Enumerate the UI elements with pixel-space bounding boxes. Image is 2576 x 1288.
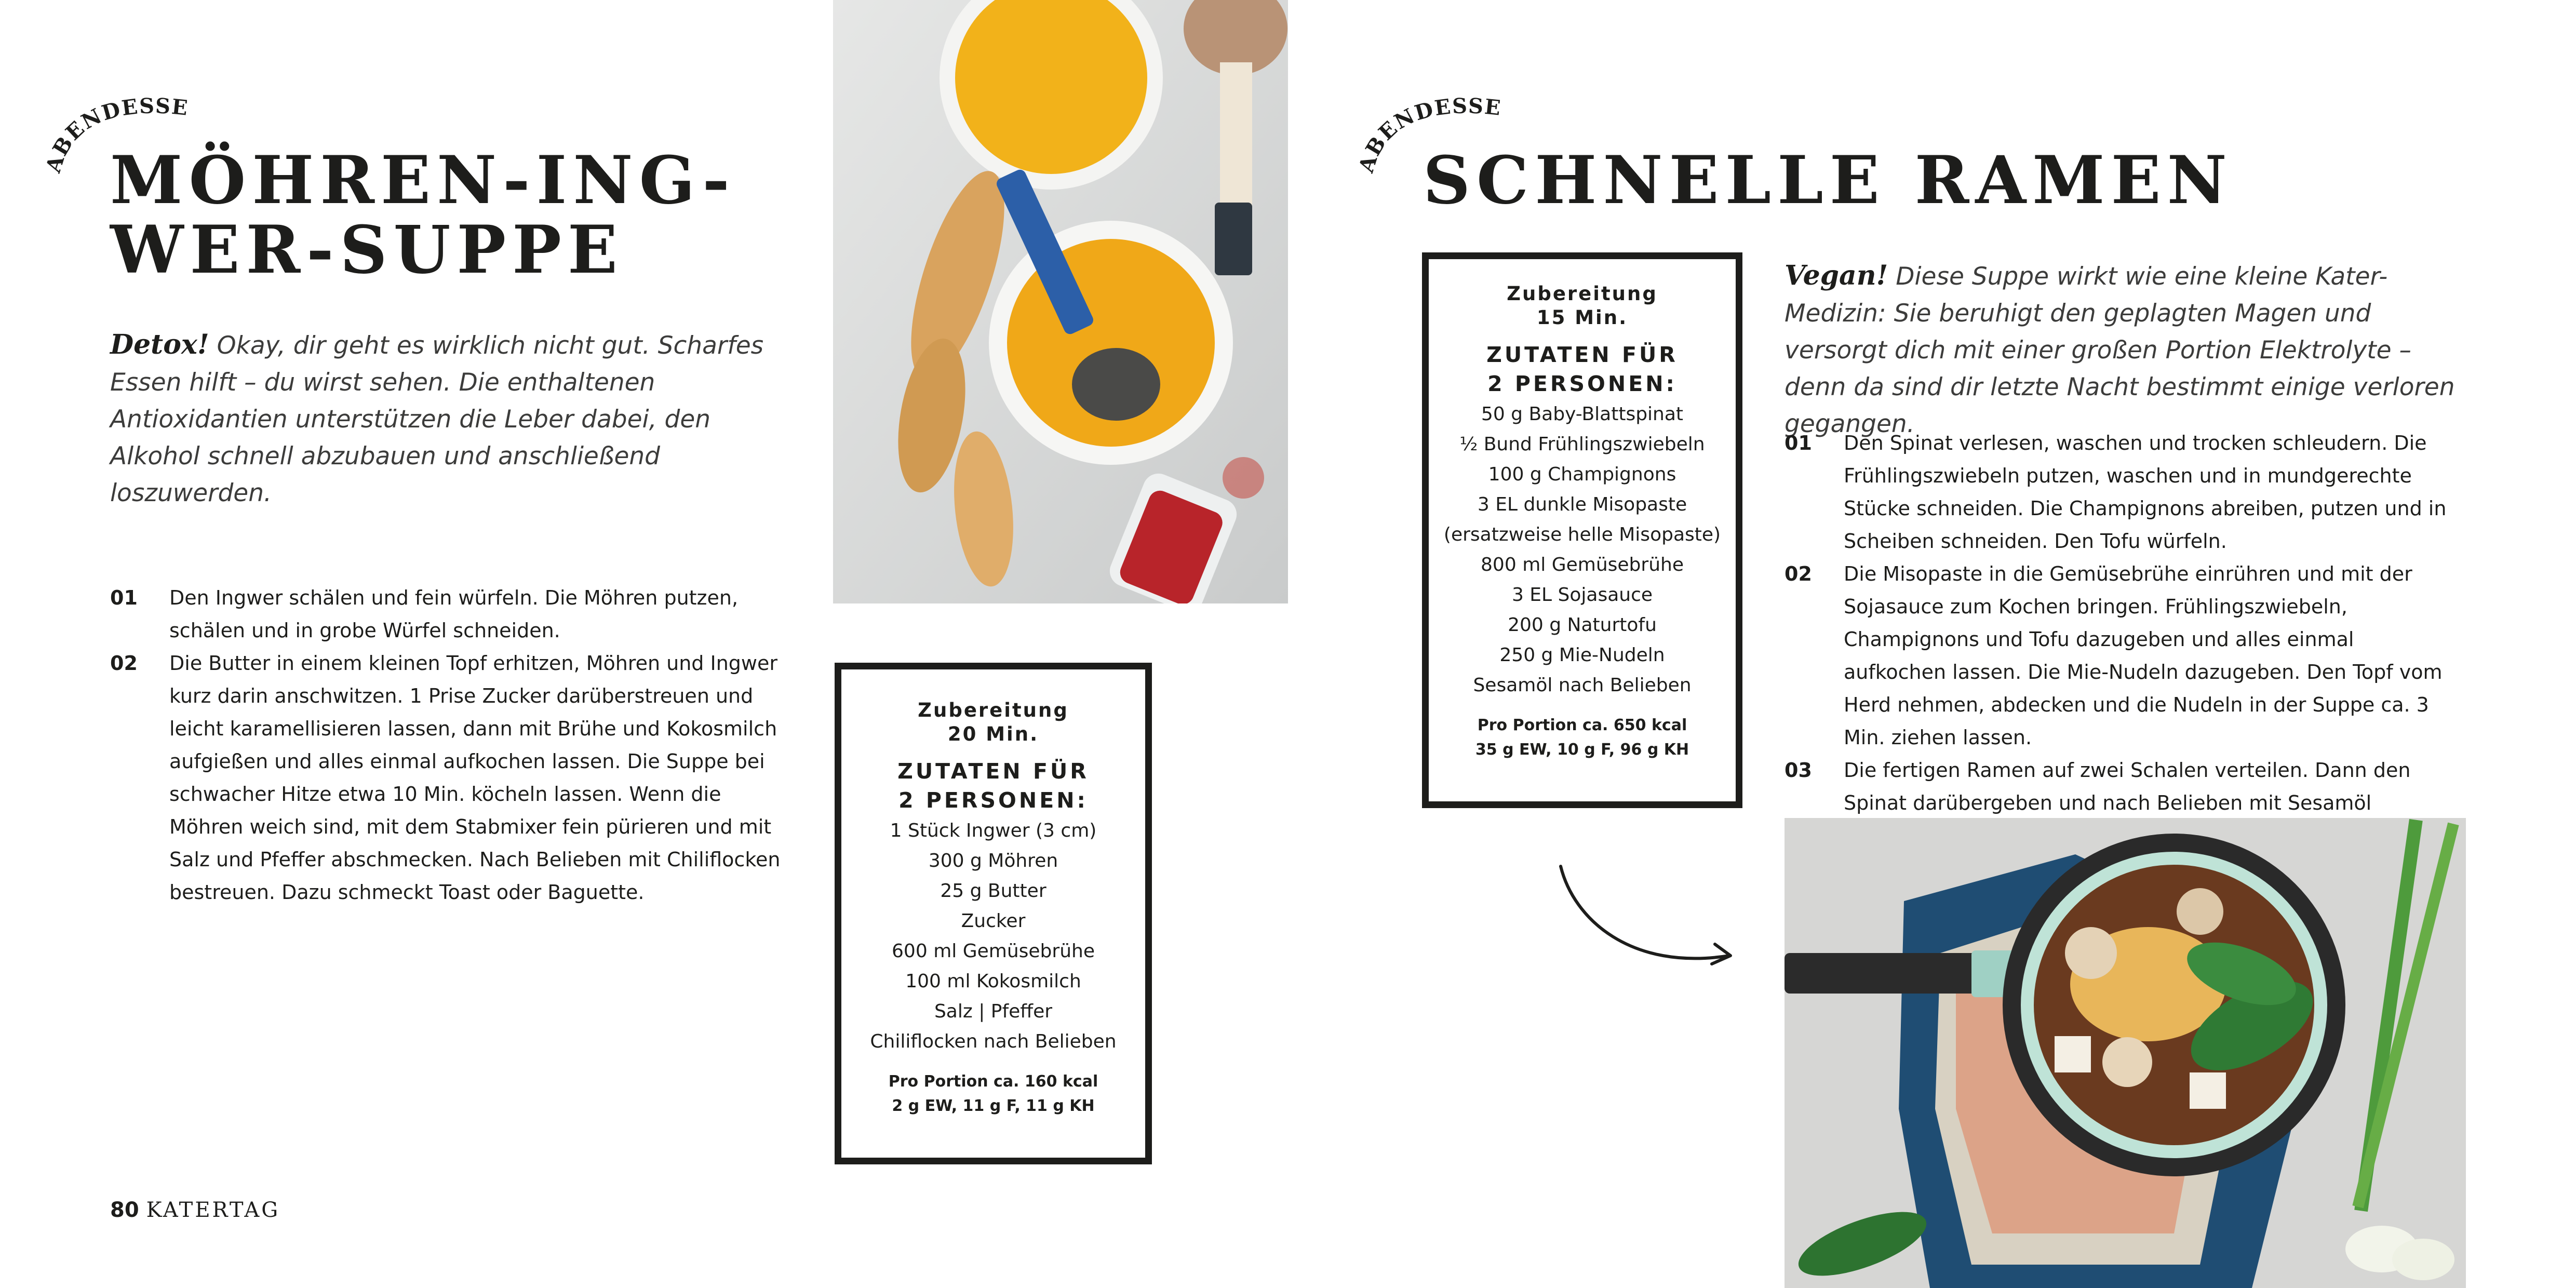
nutrition-info (1439, 713, 1725, 762)
section-name: KATERTAG (146, 1198, 280, 1222)
prep-label: Zubereitung (918, 699, 1069, 721)
category-label: ABENDESSEN (26, 59, 190, 176)
arrow-icon (1553, 862, 1745, 982)
ingredient-item: 100 g Champignons (1488, 464, 1676, 485)
soup-photo (833, 0, 1288, 603)
ingredients-list (841, 816, 1145, 1057)
ingredients-heading (1439, 340, 1725, 398)
nutrition-line-1: Pro Portion ca. 650 kcal (1477, 716, 1687, 734)
ingredient-item: 250 g Mie-Nudeln (1499, 645, 1665, 666)
recipe-title: SCHNELLE RAMEN (1423, 142, 2233, 219)
recipe-title (110, 142, 736, 288)
steps-list (1785, 427, 2460, 852)
ingredient-item: 1 Stück Ingwer (3 cm) (890, 820, 1097, 841)
recipe-intro (110, 326, 798, 512)
intro-tag: Detox! (110, 329, 209, 360)
ingredients-heading (841, 757, 1145, 815)
ingredient-item: 3 EL Sojasauce (1511, 584, 1653, 606)
step-number: 01 (110, 586, 138, 609)
heading-line-2: 2 PERSONEN: (898, 788, 1088, 813)
nutrition-line-1: Pro Portion ca. 160 kcal (888, 1072, 1098, 1091)
prep-duration: 20 Min. (947, 723, 1039, 745)
step-item (1785, 427, 2460, 558)
ingredients-box (835, 663, 1152, 1164)
ramen-photo (1785, 818, 2466, 1288)
ingredient-item: 100 ml Kokosmilch (905, 971, 1081, 992)
ingredient-item: 800 ml Gemüsebrühe (1481, 554, 1684, 575)
nutrition-info (841, 1069, 1145, 1118)
ingredient-item: 50 g Baby-Blattspinat (1481, 404, 1684, 425)
ingredient-item: 25 g Butter (940, 880, 1046, 902)
step-number: 01 (1785, 432, 1812, 454)
ingredient-item: 300 g Möhren (928, 850, 1058, 871)
step-item (1785, 558, 2460, 754)
intro-text: Okay, dir geht es wirklich nicht gut. Scharfes Essen hilft – du wirst sehen. Die enthaltenen Antioxidantien unterstützen die Leber dabei, den Alkohol schnell abzubauen und anschließend loszuwerden. (110, 331, 764, 507)
title-line-1: MÖHREN-ING- (110, 142, 736, 219)
step-text: Die fertigen Ramen auf zwei Schalen verteilen. Dann den Spinat darübergeben und nach Belieben mit Sesamöl (1844, 759, 2411, 814)
ingredients-list (1439, 399, 1725, 701)
step-text: Den Spinat verlesen, waschen und trocken schleudern. Die Frühlingszwiebeln putzen, waschen und in mundgerechte Stücke schneiden. Die Champignons abreiben, putzen und in Scheiben schneiden. Den Tofu würfeln. (1844, 432, 2447, 553)
nutrition-line-2: 2 g EW, 11 g F, 11 g KH (892, 1097, 1095, 1115)
step-item (110, 647, 785, 909)
step-number: 02 (1785, 562, 1812, 585)
step-text: Den Ingwer schälen und fein würfeln. Die Möhren putzen, schälen und in grobe Würfel schneiden. (169, 586, 739, 642)
prep-label: Zubereitung (1507, 283, 1658, 305)
step-text: Die Misopaste in die Gemüsebrühe einrühren und mit der Sojasauce zum Kochen bringen. Frühlingszwiebeln, Champignons und Tofu dazugeben und alles einmal aufkochen lassen. Die Mie-Nudeln dazugeben. Den Topf vom Herd nehmen, abdecken und die Nudeln in der Suppe ca. 3 Min. ziehen lassen. (1844, 562, 2443, 749)
ingredient-item: ½ Bund Frühlingszwiebeln (1459, 434, 1705, 455)
heading-line-1: ZUTATEN FÜR (897, 759, 1089, 784)
ingredient-item: Chiliflocken nach Belieben (870, 1031, 1117, 1052)
category-label: ABENDESSEN (1339, 59, 1503, 176)
prep-time (1439, 282, 1725, 330)
title-line-2: WER-SUPPE (110, 211, 624, 288)
ingredient-item: 200 g Naturtofu (1508, 614, 1657, 636)
ingredient-item: Sesamöl nach Belieben (1473, 675, 1692, 696)
recipe-intro (1785, 257, 2473, 442)
prep-time (841, 699, 1145, 746)
steps-list (110, 582, 785, 909)
step-number: 03 (1785, 759, 1812, 782)
ingredient-item: Salz | Pfeffer (934, 1001, 1053, 1022)
heading-line-1: ZUTATEN FÜR (1486, 342, 1678, 367)
page-number: 80 (110, 1198, 139, 1222)
step-number: 02 (110, 652, 138, 675)
nutrition-line-2: 35 g EW, 10 g F, 96 g KH (1475, 741, 1689, 759)
ingredient-item: Zucker (961, 910, 1026, 932)
intro-text: Diese Suppe wirkt wie eine kleine Kater-Medizin: Sie beruhigt den geplagten Magen und versorgt dich mit einer großen Portion Elektrolyte – denn da sind dir letzte Nacht bestimmt einige verloren gegangen. (1785, 262, 2455, 438)
step-text: Die Butter in einem kleinen Topf erhitzen, Möhren und Ingwer kurz darin anschwitzen. 1 Prise Zucker darüberstreuen und leicht karamellisieren lassen, dann mit Brühe und Kokosmilch aufgießen und alles einmal aufkochen lassen. Die Suppe bei schwacher Hitze etwa 10 Min. köcheln lassen. Wenn die Möhren weich sind, mit dem Stabmixer fein pürieren und mit Salz und Pfeffer abschmecken. Nach Belieben mit Chiliflocken bestreuen. Dazu schmeckt Toast oder Baguette. (169, 652, 781, 904)
intro-tag: Vegan! (1785, 260, 1888, 291)
prep-duration: 15 Min. (1536, 306, 1628, 329)
ingredient-item: 600 ml Gemüsebrühe (892, 941, 1095, 962)
step-item (110, 582, 785, 647)
ingredients-box (1422, 252, 1742, 808)
ingredient-item: 3 EL dunkle Misopaste (ersatzweise helle Misopaste) (1443, 494, 1721, 545)
heading-line-2: 2 PERSONEN: (1487, 371, 1677, 396)
page-footer (110, 1197, 280, 1223)
